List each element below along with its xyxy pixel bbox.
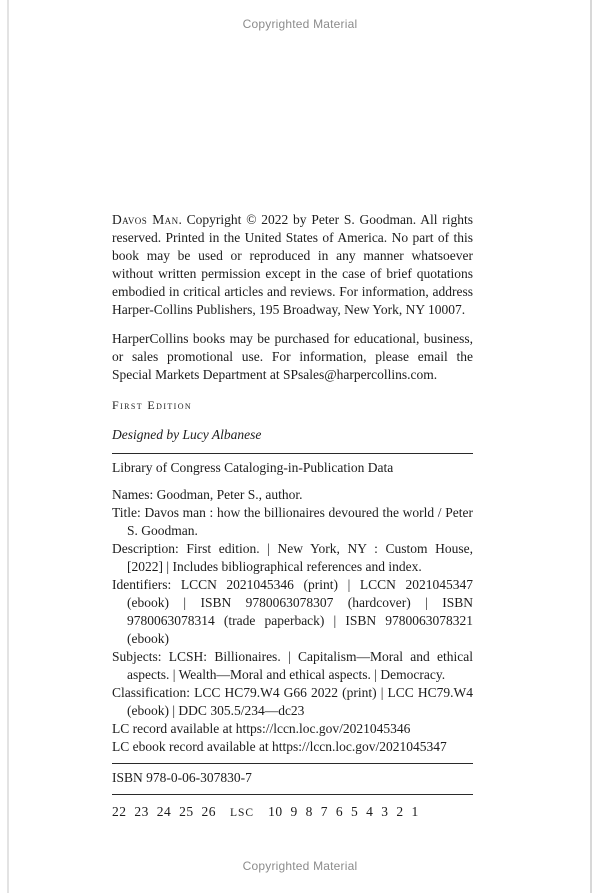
copyright-notice	[112, 211, 473, 319]
page-edge-right	[590, 0, 592, 893]
special-markets-note: HarperCollins books may be purchased for educational, business, or sales promotional use. For information, please email the Special Markets Department at SPsales@harpercollins.com.	[112, 331, 473, 382]
cip-entry-names: Names: Goodman, Peter S., author.	[112, 487, 303, 502]
divider-rule-isbn-top	[112, 763, 473, 764]
cip-entry-subjects: Subjects: LCSH: Billionaires. | Capitalism—Moral and ethical aspects. | Wealth—Moral and ethical aspects. | Democracy.	[112, 649, 473, 682]
cip-entry-description: Description: First edition. | New York, NY : Custom House, [2022] | Includes bibliographical references and index.	[112, 541, 473, 574]
copyright-watermark-top: Copyrighted Material	[242, 17, 358, 31]
divider-rule-top	[112, 453, 473, 454]
cip-entry-classification: Classification: LCC HC79.W4 G66 2022 (print) | LCC HC79.W4 (ebook) | DDC 305.5/234—dc23	[112, 685, 473, 718]
cip-entry-lc-record: LC record available at https://lccn.loc.gov/2021045346	[112, 721, 411, 736]
book-title-smallcaps: Davos Man	[112, 212, 179, 227]
cip-entry-lc-ebook-record: LC ebook record available at https://lccn.loc.gov/2021045347	[112, 739, 447, 754]
cip-entry-title: Title: Davos man : how the billionaires devoured the world / Peter S. Goodman.	[112, 505, 473, 538]
designer-credit: Designed by Lucy Albanese	[112, 427, 262, 442]
cip-entries	[112, 486, 473, 756]
isbn-line: ISBN 978-0-06-307830-7	[112, 770, 252, 785]
print-run-numbers: 10 9 8 7 6 5 4 3 2 1	[268, 804, 419, 819]
page-edge-left	[7, 0, 9, 893]
printer-code: LSC	[230, 807, 255, 819]
divider-rule-isbn-bottom	[112, 794, 473, 795]
edition-statement: First Edition	[112, 398, 193, 412]
cip-entry-identifiers: Identifiers: LCCN 2021045346 (print) | LCCN 2021045347 (ebook) | ISBN 9780063078307 (hardcover) | ISBN 9780063078314 (trade paperback) | ISBN 9780063078321 (ebook)	[112, 577, 473, 646]
cip-heading: Library of Congress Cataloging-in-Publication Data	[112, 460, 394, 475]
copyright-notice-text: . Copyright © 2022 by Peter S. Goodman. All rights reserved. Printed in the United States of America. No part of this book may be used or reproduced in any manner whatsoever without written permission except in the case of brief quotations embodied in critical articles and reviews. For information, address Harper-Collins Publishers, 195 Broadway, New York, NY 10007.	[112, 212, 473, 317]
copyright-watermark-bottom: Copyrighted Material	[242, 859, 358, 873]
printing-line	[112, 803, 473, 822]
copyright-page-content	[112, 211, 473, 822]
printing-years: 22 23 24 25 26	[112, 804, 216, 819]
